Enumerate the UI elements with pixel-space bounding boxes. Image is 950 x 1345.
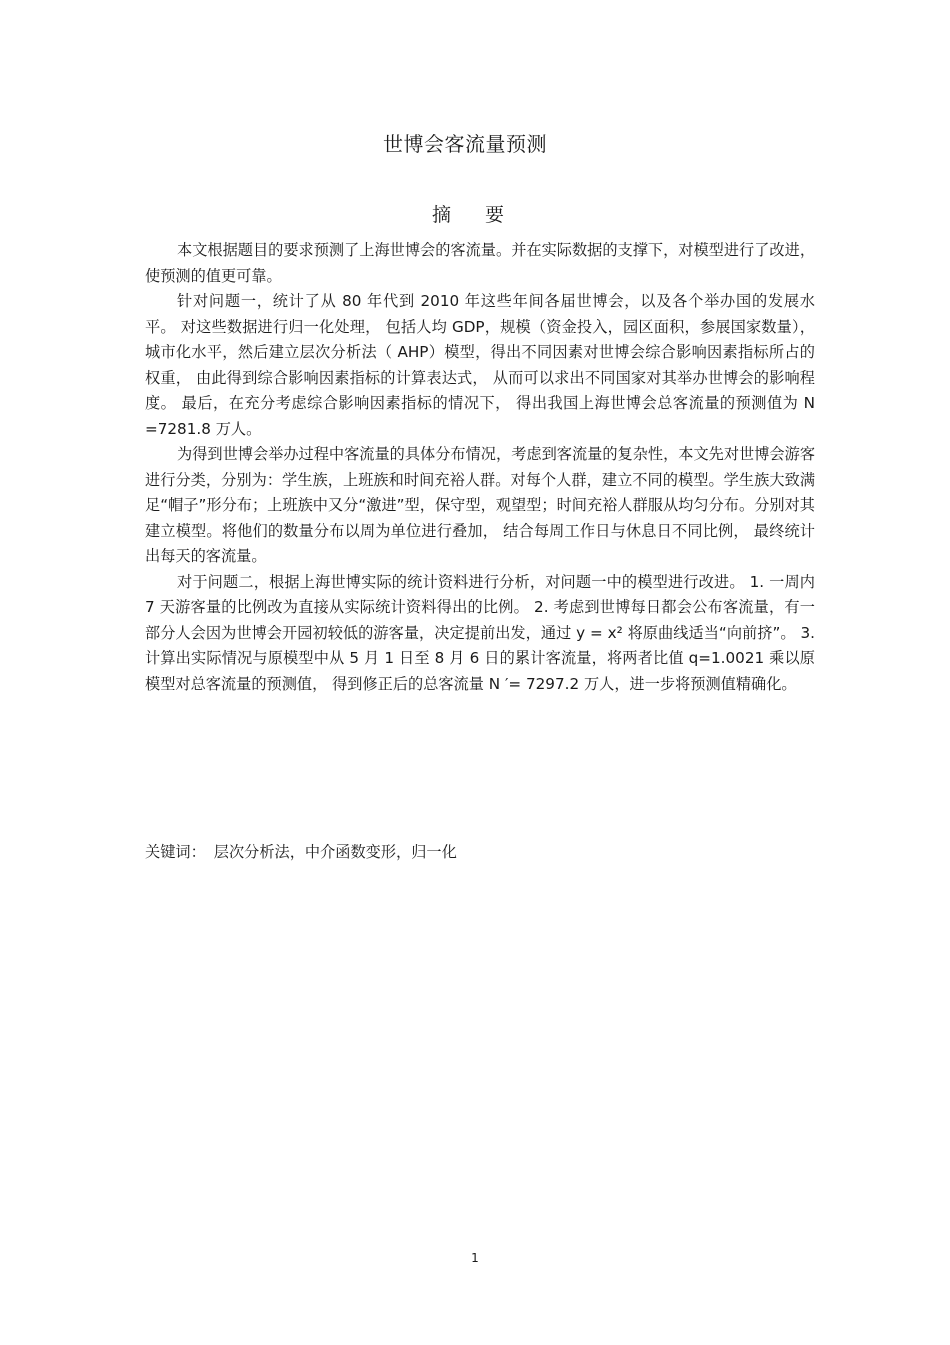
abstract-body — [145, 238, 815, 697]
abstract-heading: 摘 要 — [431, 204, 519, 226]
page-number: 1 — [471, 1251, 479, 1265]
abstract-paragraph-problem-one: 针对问题一，统计了从 80 年代到 2010 年这些年间各届世博会，以及各个举办国的发展水平。 对这些数据进行归一化处理， 包括人均 GDP，规模（资金投入，园区面积，参展国家数量），城市化水平，然后建立层次分析法（ AHP）模型，得出不同因素对世博会综合影响因素指标所占的权重， 由此得到综合影响因素指标的计算表达式， 从而可以求出不同国家对其举办世博会的影响程度。 最后，在充分考虑综合影响因素指标的情况下， 得出我国上海世博会总客流量的预测值为 N =7281.8 万人。 — [145, 292, 815, 438]
abstract-paragraph-distribution: 为得到世博会举办过程中客流量的具体分布情况，考虑到客流量的复杂性，本文先对世博会游客进行分类，分别为：学生族，上班族和时间充裕人群。对每个人群，建立不同的模型。学生族大致满足“帽子”形分布；上班族中又分“激进”型，保守型，观望型；时间充裕人群服从均匀分布。分别对其建立模型。将他们的数量分布以周为单位进行叠加， 结合每周工作日与休息日不同比例， 最终统计出每天的客流量。 — [145, 445, 815, 565]
paper-title: 世博会客流量预测 — [383, 132, 547, 156]
abstract-paragraph-intro: 本文根据题目的要求预测了上海世博会的客流量。并在实际数据的支撑下，对模型进行了改进，使预测的值更可靠。 — [145, 241, 815, 285]
keywords-list: 层次分析法，中介函数变形，归一化 — [213, 843, 457, 861]
abstract-paragraph-problem-two: 对于问题二，根据上海世博实际的统计资料进行分析，对问题一中的模型进行改进。 1. 一周内 7 天游客量的比例改为直接从实际统计资料得出的比例。 2. 考虑到世博每日都会公布客流量，有一部分人会因为世博会开园初较低的游客量，决定提前出发，通过 y = x² 将原曲线适当“向前挤”。 3. 计算出实际情况与原模型中从 5 月 1 日至 8 月 6 日的累计客流量，将两者比值 q=1.0021 乘以原模型对总客流量的预测值， 得到修正后的总客流量 N ′= 7297.2 万人，进一步将预测值精确化。 — [145, 572, 815, 693]
keywords-line — [145, 841, 457, 862]
keywords-label: 关键词： — [145, 843, 206, 861]
